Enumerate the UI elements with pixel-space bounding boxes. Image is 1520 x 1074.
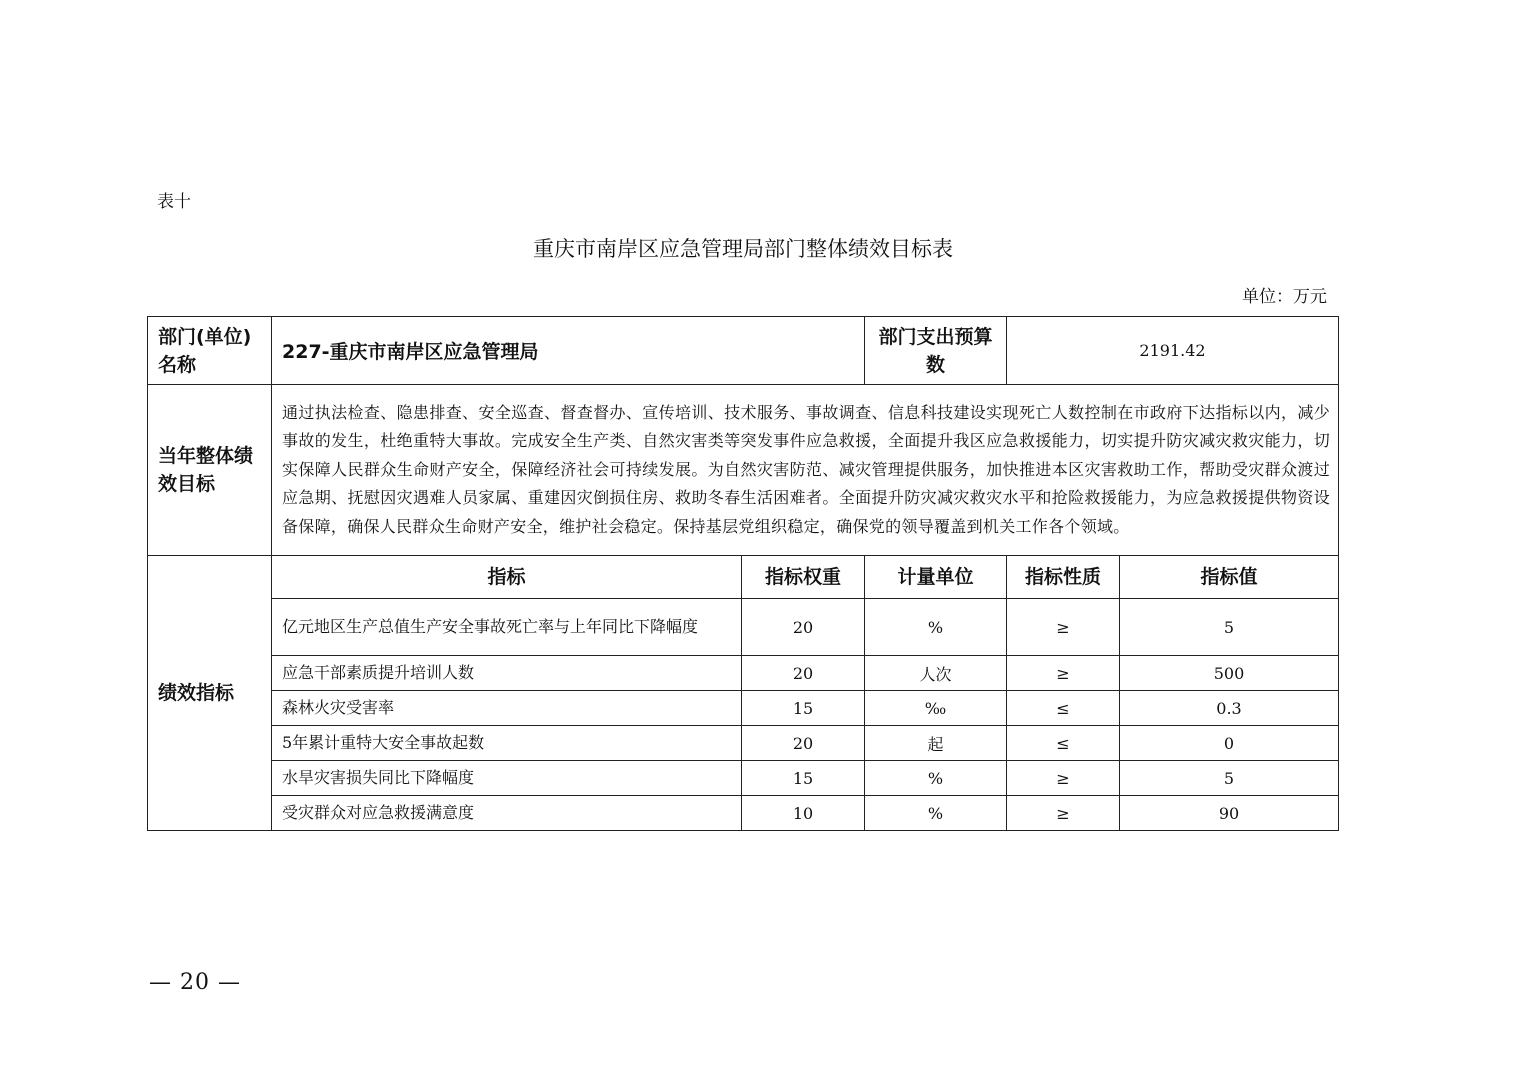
indicator-weight: 20 [742,599,865,656]
table-row [148,599,1339,656]
budget-value: 2191.42 [1007,317,1339,385]
indicator-value: 5 [1120,761,1339,796]
indicator-name: 水旱灾害损失同比下降幅度 [272,761,742,796]
indicator-nature: ≥ [1007,599,1120,656]
header-weight: 指标权重 [742,556,865,599]
indicator-header-row [148,556,1339,599]
header-unit: 计量单位 [865,556,1007,599]
indicator-name: 亿元地区生产总值生产安全事故死亡率与上年同比下降幅度 [272,599,742,656]
indicator-value: 500 [1120,656,1339,691]
indicator-weight: 15 [742,691,865,726]
annual-goal-label: 当年整体绩效目标 [148,385,272,556]
dept-name-value: 227-重庆市南岸区应急管理局 [272,317,865,385]
indicator-value: 0.3 [1120,691,1339,726]
department-row [148,317,1339,385]
header-nature: 指标性质 [1007,556,1120,599]
dept-name-label: 部门(单位)名称 [148,317,272,385]
budget-label: 部门支出预算数 [865,317,1007,385]
indicator-weight: 10 [742,796,865,831]
performance-target-table [147,316,1339,831]
header-value: 指标值 [1120,556,1339,599]
indicator-value: 0 [1120,726,1339,761]
indicators-section-label: 绩效指标 [148,556,272,831]
indicator-unit: 人次 [865,656,1007,691]
indicator-value: 90 [1120,796,1339,831]
page-number: — 20 — [149,970,241,995]
table-row [148,726,1339,761]
indicator-unit: % [865,761,1007,796]
indicator-unit: % [865,796,1007,831]
table-row [148,656,1339,691]
indicator-name: 5年累计重特大安全事故起数 [272,726,742,761]
indicator-value: 5 [1120,599,1339,656]
indicator-nature: ≥ [1007,656,1120,691]
table-row [148,761,1339,796]
indicator-weight: 15 [742,761,865,796]
table-row [148,796,1339,831]
indicator-unit: % [865,599,1007,656]
indicator-name: 森林火灾受害率 [272,691,742,726]
indicator-nature: ≥ [1007,796,1120,831]
indicator-nature: ≤ [1007,726,1120,761]
indicator-unit: ‰ [865,691,1007,726]
indicator-weight: 20 [742,726,865,761]
indicator-nature: ≤ [1007,691,1120,726]
document-title: 重庆市南岸区应急管理局部门整体绩效目标表 [533,237,953,261]
indicator-nature: ≥ [1007,761,1120,796]
indicator-name: 应急干部素质提升培训人数 [272,656,742,691]
header-indicator: 指标 [272,556,742,599]
indicator-weight: 20 [742,656,865,691]
table-label: 表十 [157,192,191,212]
indicator-name: 受灾群众对应急救援满意度 [272,796,742,831]
unit-label: 单位：万元 [1242,287,1327,307]
annual-goal-row [148,385,1339,556]
annual-goal-text: 通过执法检查、隐患排查、安全巡查、督查督办、宣传培训、技术服务、事故调查、信息科技建设实现死亡人数控制在市政府下达指标以内，减少事故的发生，杜绝重特大事故。完成安全生产类、自然灾害类等突发事件应急救援，全面提升我区应急救援能力，切实提升防灾减灾救灾能力，切实保障人民群众生命财产安全，保障经济社会可持续发展。为自然灾害防范、减灾管理提供服务，加快推进本区灾害救助工作，帮助受灾群众渡过应急期、抚慰因灾遇难人员家属、重建因灾倒损住房、救助冬春生活困难者。全面提升防灾减灾救灾水平和抢险救援能力，为应急救援提供物资设备保障，确保人民群众生命财产安全，维护社会稳定。保持基层党组织稳定，确保党的领导覆盖到机关工作各个领域。 [272,385,1339,556]
indicator-unit: 起 [865,726,1007,761]
table-row [148,691,1339,726]
